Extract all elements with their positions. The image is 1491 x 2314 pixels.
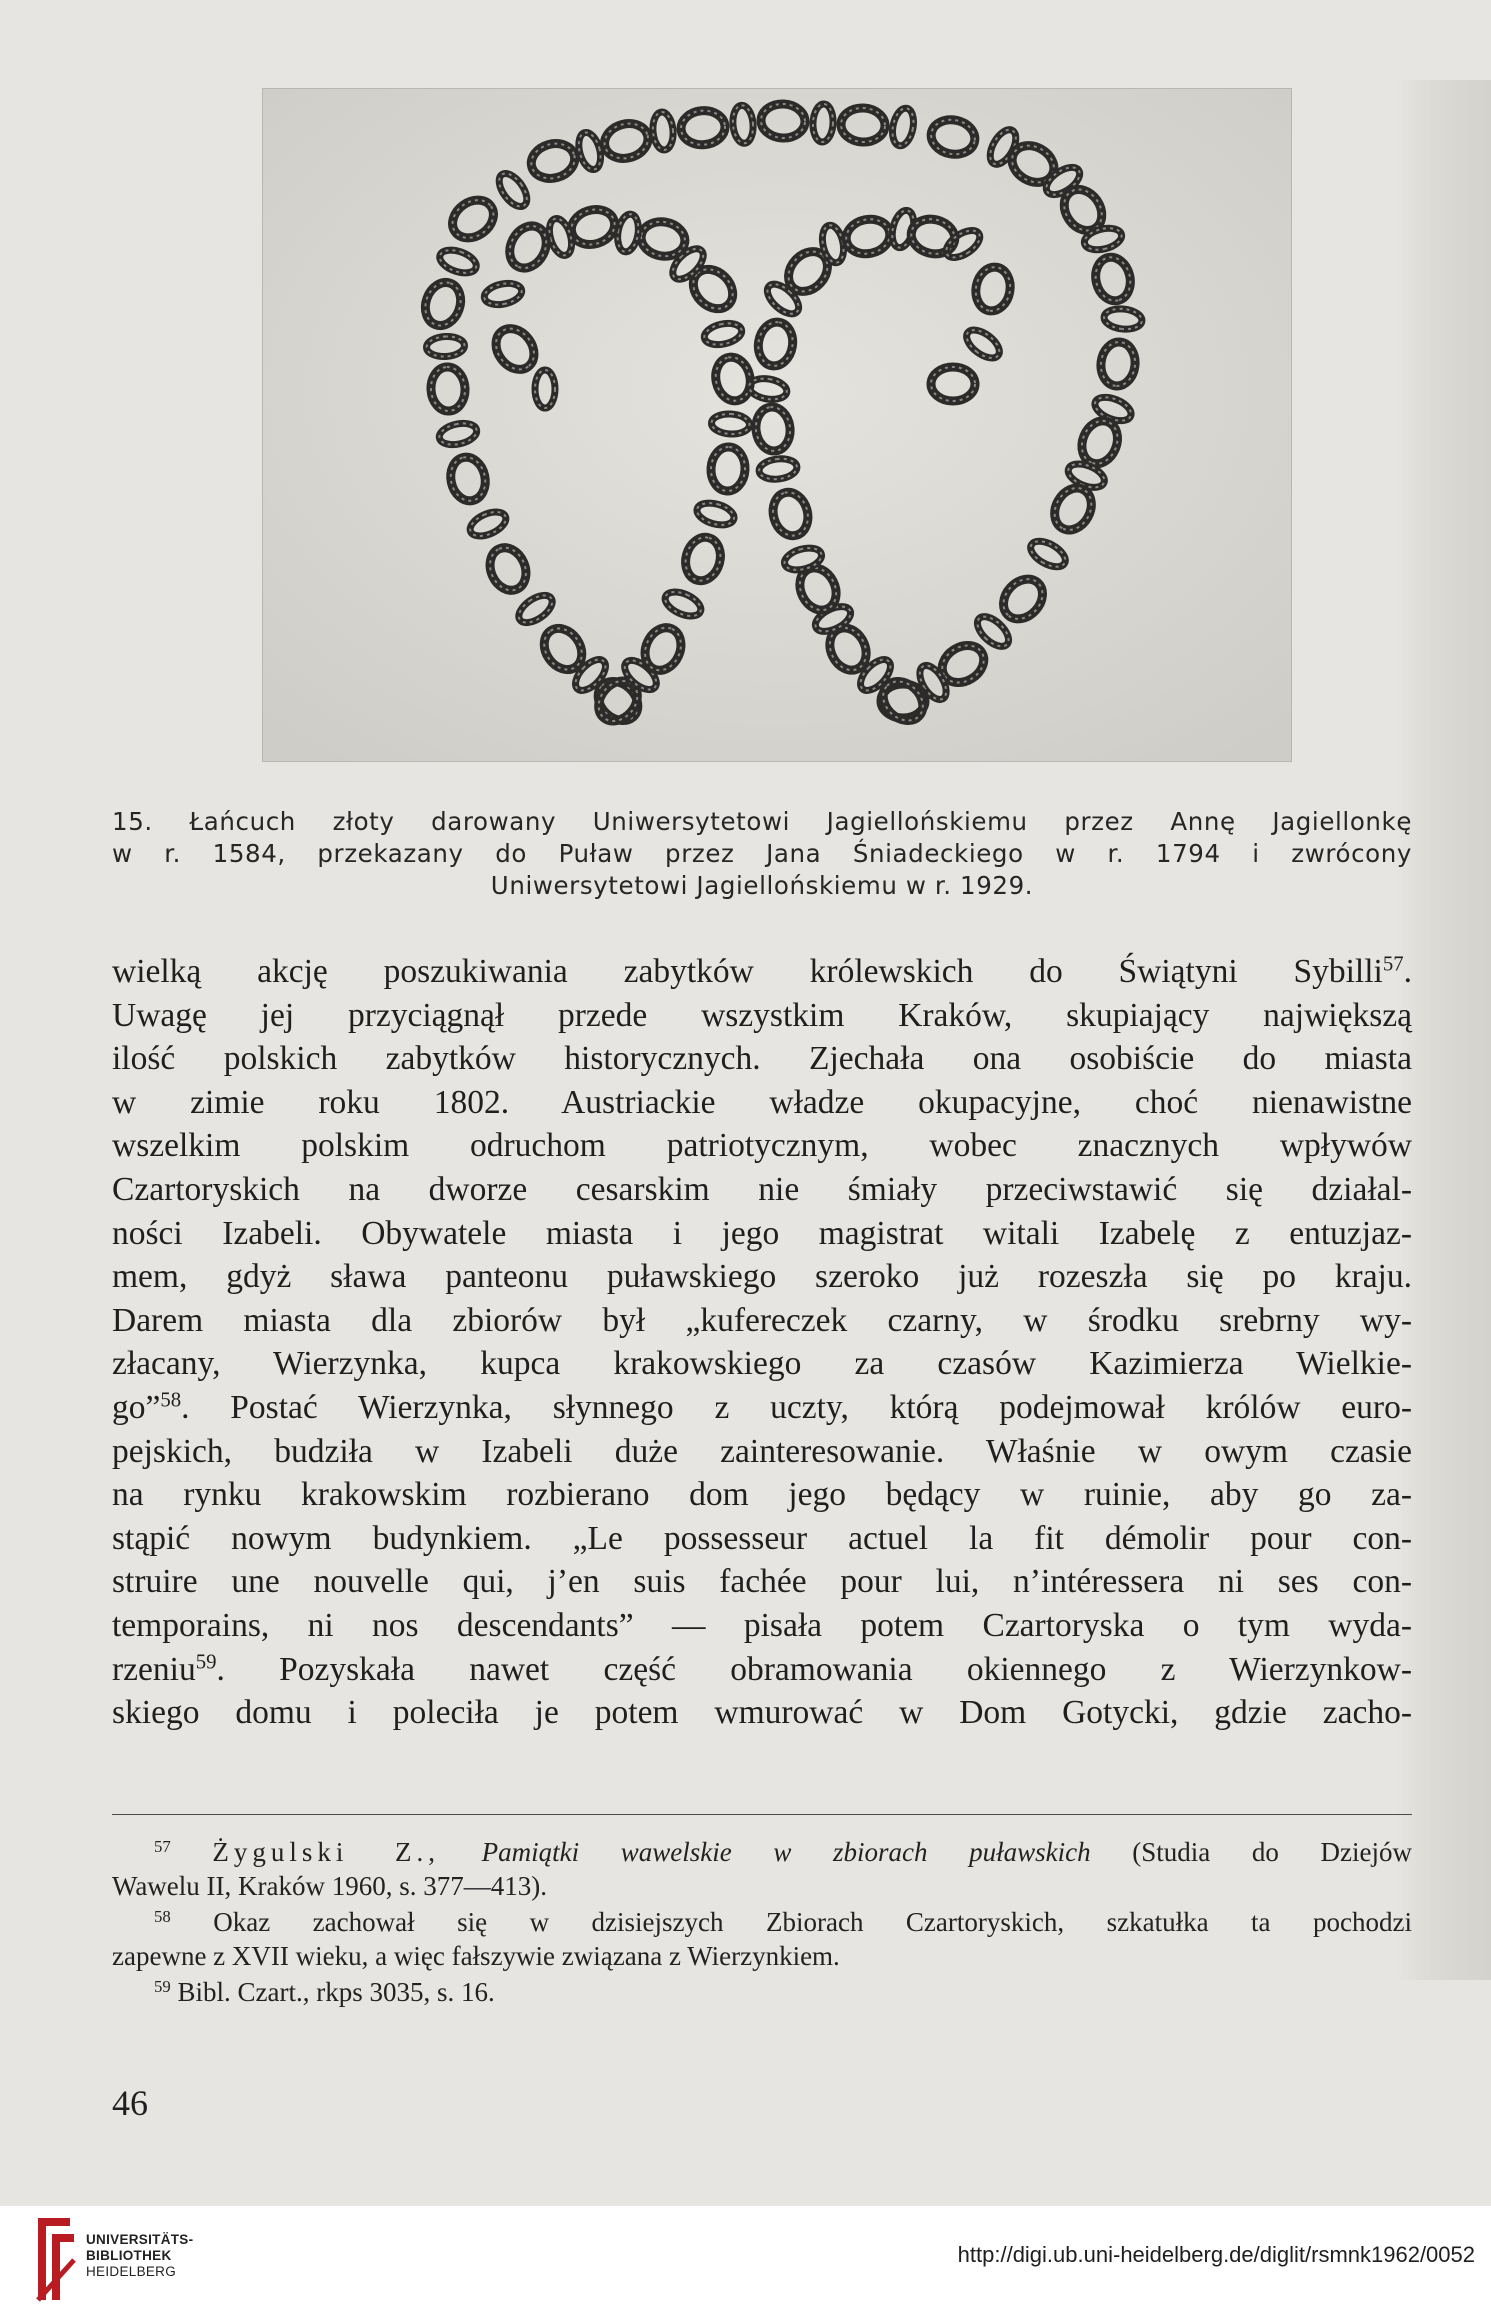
body-line-text: ności Izabeli. Obywatele miasta i jego magistrat witali Izabelę z entuzjaz- — [112, 1214, 1412, 1252]
body-line-text: . Pozyskała nawet część obramowania okiennego z Wierzynkow- — [216, 1650, 1412, 1688]
body-line-text: Czartoryskich na dworze cesarskim nie śmiały przeciwstawić się działal- — [112, 1170, 1412, 1208]
footnote-58 — [112, 1906, 1412, 1973]
footnote-59 — [112, 1976, 1412, 2010]
figure-caption — [112, 806, 1412, 902]
body-line-text: struire une nouvelle qui, j’en suis fachée pour lui, n’intéressera ni ses con- — [112, 1563, 1412, 1601]
footnote-number: 57 — [154, 1836, 171, 1856]
body-line — [112, 1168, 1412, 1212]
body-line — [112, 1342, 1412, 1386]
body-line — [112, 1255, 1412, 1299]
body-line — [112, 1386, 1412, 1430]
body-line-text: stąpić nowym budynkiem. „Le possesseur actuel la fit démolir pour con- — [112, 1519, 1412, 1557]
body-line-text: . — [1403, 953, 1412, 990]
body-line-text: ilość polskich zabytków historycznych. Zjechała ona osobiście do miasta — [112, 1040, 1412, 1078]
library-name — [86, 2232, 193, 2280]
photo-background — [263, 89, 1291, 761]
footnote-source: (Studia do Dziejów — [1132, 1837, 1413, 1867]
chain-photograph — [263, 89, 1291, 761]
body-line — [112, 1299, 1412, 1343]
footnote-text: Okaz zachował się w dzisiejszych Zbiorach Czartoryskich, szkatułka ta pochodzi — [213, 1907, 1412, 1937]
footnote-57 — [112, 1836, 1412, 1903]
caption-line-2: w r. 1584, przekazany do Puław przez Jana Śniadeckiego w r. 1794 i zwrócony — [112, 839, 1412, 868]
footnote-reference[interactable]: 57 — [1382, 952, 1404, 976]
footnote-reference[interactable]: 59 — [195, 1650, 217, 1674]
body-line-text: złacany, Wierzynka, kupca krakowskiego za czasów Kazimierza Wielkie- — [112, 1345, 1412, 1383]
footnote-continuation: Wawelu II, Kraków 1960, s. 377—413). — [112, 1870, 547, 1901]
body-line-text: . Postać Wierzynka, słynnego z uczty, którą podejmował królów euro- — [181, 1388, 1412, 1426]
footnote-divider — [112, 1814, 1412, 1815]
body-line-text: na rynku krakowskim rozbierano dom jego będący w ruinie, aby go za- — [112, 1476, 1412, 1514]
body-line-text: mem, gdyż sława panteonu puławskiego szeroko już rozeszła się po kraju. — [112, 1258, 1412, 1296]
body-line — [112, 1648, 1412, 1692]
figure-photo — [262, 88, 1292, 762]
footnote-number: 58 — [154, 1906, 171, 1926]
body-line — [112, 1604, 1412, 1648]
body-line — [112, 1037, 1412, 1081]
caption-line-3: Uniwersytetowi Jagiellońskiemu w r. 1929. — [490, 871, 1034, 900]
body-line-text: wielką akcję poszukiwania zabytków królewskich do Świątyni Sybilli — [112, 953, 1383, 990]
body-line — [112, 1473, 1412, 1517]
body-line — [112, 950, 1412, 994]
footnotes — [112, 1836, 1412, 2013]
library-name-line-3: HEIDELBERG — [86, 2264, 177, 2279]
footnote-continuation: zapewne z XVII wieku, a więc fałszywie związana z Wierzynkiem. — [112, 1940, 840, 1971]
library-name-line-2: BIBLIOTHEK — [86, 2248, 172, 2263]
body-line-text: temporains, ni nos descendants” — pisała potem Czartoryska o tym wyda- — [112, 1606, 1412, 1644]
footnote-number: 59 — [154, 1976, 171, 1996]
body-line-text: rzeniu — [112, 1650, 196, 1688]
footnote-reference[interactable]: 58 — [160, 1388, 182, 1412]
footnote-text: Bibl. Czart., rkps 3035, s. 16. — [177, 1977, 495, 2007]
source-url-link[interactable]: http://digi.ub.uni-heidelberg.de/diglit/rsmnk1962/0052 — [957, 2242, 1475, 2267]
body-line — [112, 1081, 1412, 1125]
body-line-text: skiego domu i poleciła je potem wmurować w Dom Gotycki, gdzie zacho- — [112, 1694, 1412, 1732]
body-line — [112, 994, 1412, 1038]
body-line-text: go” — [112, 1388, 161, 1426]
body-line — [112, 1430, 1412, 1474]
page-number: 46 — [112, 2083, 148, 2123]
caption-line-1: 15. Łańcuch złoty darowany Uniwersytetowi Jagiellońskiemu przez Annę Jagiellonkę — [112, 807, 1412, 836]
library-name-line-1: UNIVERSITÄTS- — [86, 2232, 194, 2247]
main-paragraph — [112, 950, 1412, 1735]
body-line-text: wszelkim polskim odruchom patriotycznym, wobec znacznych wpływów — [112, 1127, 1412, 1165]
library-logo-icon — [30, 2214, 80, 2304]
footnote-author: Żygulski Z., — [212, 1837, 441, 1867]
body-line — [112, 1560, 1412, 1604]
body-line-text: pejskich, budziła w Izabeli duże zainteresowanie. Właśnie w owym czasie — [112, 1432, 1412, 1470]
body-line-text: Darem miasta dla zbiorów był „kufereczek czarny, w środku srebrny wy- — [112, 1301, 1412, 1339]
body-line — [112, 1517, 1412, 1561]
body-line-text: Uwagę jej przyciągnął przede wszystkim Kraków, skupiający największą — [112, 996, 1412, 1034]
body-line-text: w zimie roku 1802. Austriackie władze okupacyjne, choć nienawistne — [112, 1083, 1412, 1121]
footnote-title: Pamiątki wawelskie w zbiorach puławskich — [481, 1837, 1091, 1867]
body-line — [112, 1124, 1412, 1168]
body-line — [112, 1212, 1412, 1256]
body-line — [112, 1691, 1412, 1735]
